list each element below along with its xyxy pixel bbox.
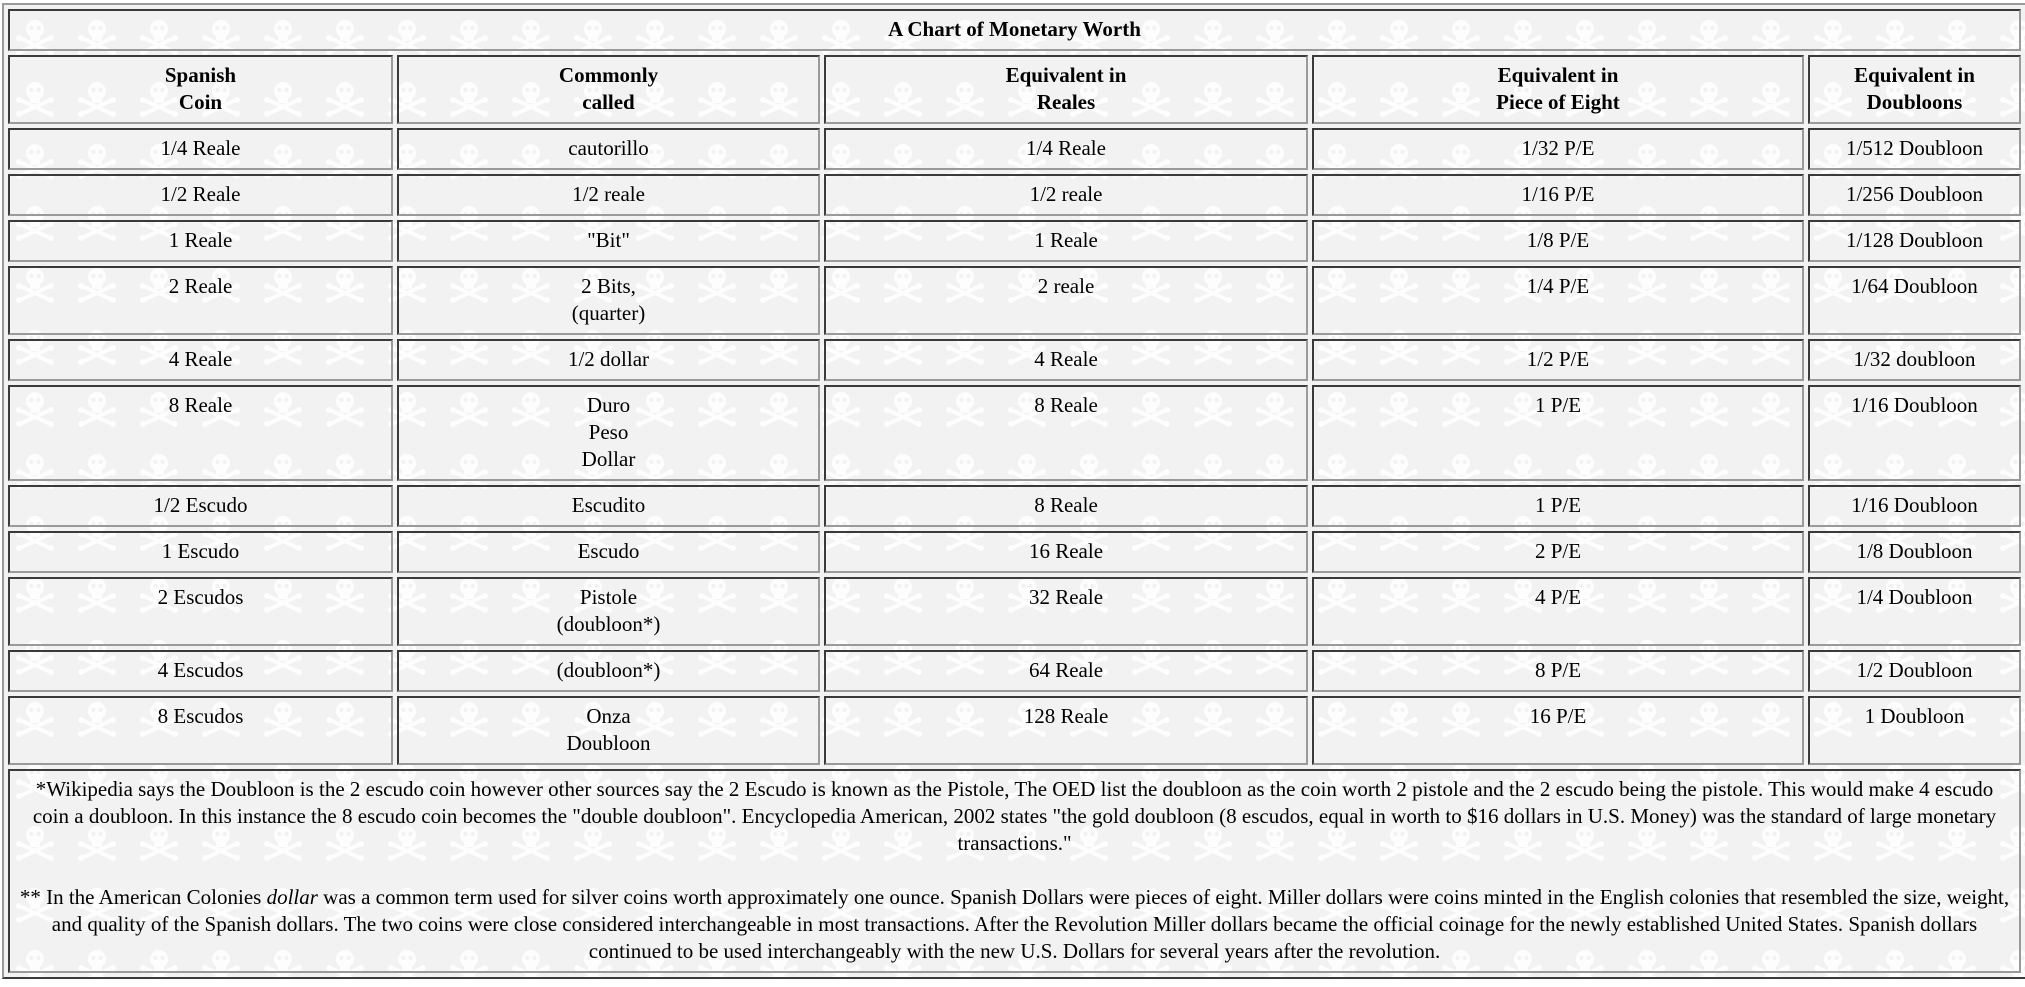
header-equivalent-doubloons: Equivalent in Doubloons [1808,55,2021,124]
table-row [8,339,2021,381]
cell-spanish-coin: 8 Escudos [8,696,393,765]
cell-doubloons: 1/256 Doubloon [1808,174,2021,216]
cell-reales: 1/4 Reale [824,128,1308,170]
cell-doubloons: 1/128 Doubloon [1808,220,2021,262]
title-row [8,9,2021,51]
cell-doubloons: 1/32 doubloon [1808,339,2021,381]
footnote-doubloon: *Wikipedia says the Doubloon is the 2 escudo coin however other sources say the 2 Escudo is known as the Pistole, The OED list the doubloon as the coin worth 2 pistole and the 2 escudo being the pistole. This would make 4 escudo coin a doubloon. In this instance the 8 escudo coin becomes the "double doubloon". Encyclopedia American, 2002 states "the gold doubloon (8 escudos, equal in worth to $16 dollars in U.S. Money) was the standard of large monetary transactions." [32,777,1997,855]
cell-doubloons: 1/16 Doubloon [1808,385,2021,481]
cell-commonly-called: 1/2 dollar [397,339,820,381]
monetary-worth-table [2,3,2025,979]
cell-piece-of-eight: 1/4 P/E [1312,266,1804,335]
cell-piece-of-eight: 8 P/E [1312,650,1804,692]
cell-piece-of-eight: 2 P/E [1312,531,1804,573]
cell-commonly-called: 2 Bits, (quarter) [397,266,820,335]
cell-doubloons: 1/4 Doubloon [1808,577,2021,646]
header-commonly-called: Commonly called [397,55,820,124]
cell-doubloons: 1/8 Doubloon [1808,531,2021,573]
cell-commonly-called: cautorillo [397,128,820,170]
cell-spanish-coin: 4 Escudos [8,650,393,692]
cell-piece-of-eight: 4 P/E [1312,577,1804,646]
cell-doubloons: 1/16 Doubloon [1808,485,2021,527]
cell-piece-of-eight: 1/16 P/E [1312,174,1804,216]
footnote-dollar [16,884,2013,965]
table-row [8,577,2021,646]
cell-piece-of-eight: 1 P/E [1312,485,1804,527]
table-row [8,174,2021,216]
cell-reales: 32 Reale [824,577,1308,646]
cell-piece-of-eight: 1/32 P/E [1312,128,1804,170]
header-equivalent-piece-of-eight: Equivalent in Piece of Eight [1312,55,1804,124]
cell-reales: 1 Reale [824,220,1308,262]
cell-piece-of-eight: 1/8 P/E [1312,220,1804,262]
cell-spanish-coin: 1/2 Reale [8,174,393,216]
table-row [8,485,2021,527]
cell-spanish-coin: 2 Escudos [8,577,393,646]
table-row [8,650,2021,692]
footnotes [8,769,2021,973]
cell-commonly-called: Pistole (doubloon*) [397,577,820,646]
notes-row [8,769,2021,973]
cell-piece-of-eight: 1 P/E [1312,385,1804,481]
cell-commonly-called: 1/2 reale [397,174,820,216]
cell-spanish-coin: 2 Reale [8,266,393,335]
cell-reales: 128 Reale [824,696,1308,765]
cell-reales: 2 reale [824,266,1308,335]
cell-commonly-called: "Bit" [397,220,820,262]
header-equivalent-reales: Equivalent in Reales [824,55,1308,124]
cell-spanish-coin: 1/4 Reale [8,128,393,170]
table-row [8,266,2021,335]
cell-doubloons: 1/64 Doubloon [1808,266,2021,335]
table-row [8,531,2021,573]
header-spanish-coin: Spanish Coin [8,55,393,124]
cell-piece-of-eight: 1/2 P/E [1312,339,1804,381]
table-row [8,128,2021,170]
cell-commonly-called: Duro Peso Dollar [397,385,820,481]
cell-doubloons: 1 Doubloon [1808,696,2021,765]
cell-reales: 8 Reale [824,385,1308,481]
cell-doubloons: 1/2 Doubloon [1808,650,2021,692]
cell-spanish-coin: 1 Escudo [8,531,393,573]
cell-spanish-coin: 1 Reale [8,220,393,262]
cell-reales: 8 Reale [824,485,1308,527]
footnote-dollar-rest: was a common term used for silver coins worth approximately one ounce. Spanish Dollars were pieces of eight. Miller dollars were coins minted in the English colonies that resembled the size, weight, and quality of the Spanish dollars. The two coins were close considered interchangeable in most transactions. After the Revolution Miller dollars became the official coinage for the newly established United States. Spanish dollars continued to be used interchangeably with the new U.S. Dollars for several years after the revolution. [51,885,2010,963]
cell-reales: 4 Reale [824,339,1308,381]
footnote-dollar-emphasis: dollar [266,885,318,909]
cell-reales: 64 Reale [824,650,1308,692]
table-row [8,220,2021,262]
cell-commonly-called: Escudito [397,485,820,527]
footnote-dollar-prefix: ** In the American Colonies [19,885,267,909]
cell-piece-of-eight: 16 P/E [1312,696,1804,765]
table-title: A Chart of Monetary Worth [8,9,2021,51]
cell-doubloons: 1/512 Doubloon [1808,128,2021,170]
cell-commonly-called: (doubloon*) [397,650,820,692]
cell-spanish-coin: 4 Reale [8,339,393,381]
cell-reales: 1/2 reale [824,174,1308,216]
header-row [8,55,2021,124]
cell-commonly-called: Escudo [397,531,820,573]
table-row [8,385,2021,481]
cell-spanish-coin: 1/2 Escudo [8,485,393,527]
table-row [8,696,2021,765]
cell-reales: 16 Reale [824,531,1308,573]
cell-commonly-called: Onza Doubloon [397,696,820,765]
cell-spanish-coin: 8 Reale [8,385,393,481]
